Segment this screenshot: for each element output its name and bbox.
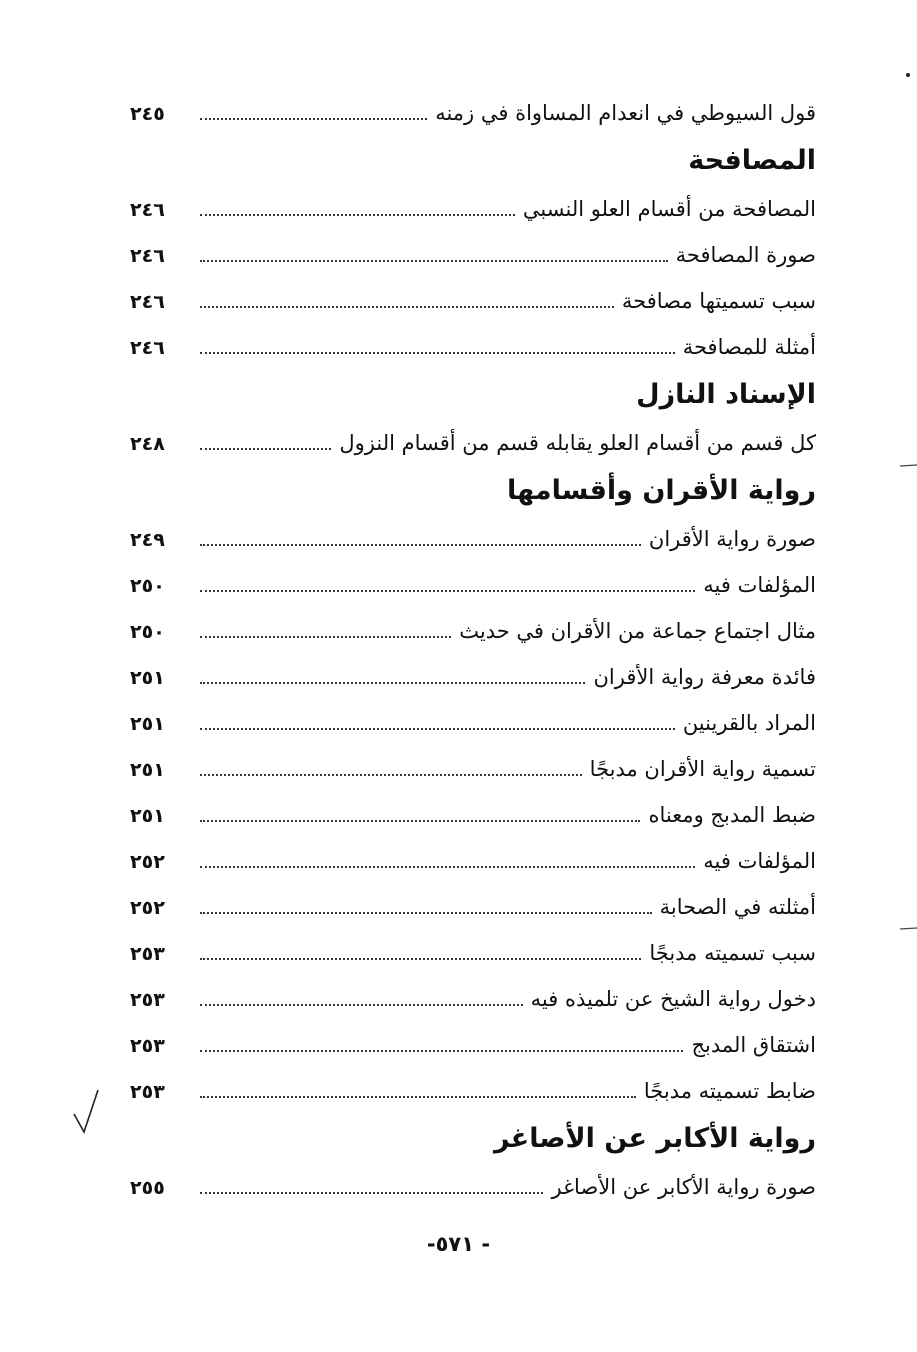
- toc-entry-page: ٢٥٥: [130, 1177, 165, 1199]
- toc-entry: [130, 838, 816, 884]
- toc-entry-title: صورة رواية الأقران: [648, 527, 816, 551]
- toc-entry-title: أمثلته في الصحابة: [659, 895, 816, 919]
- toc-entry: [130, 976, 816, 1022]
- toc-entry: [130, 700, 816, 746]
- toc-entry-title: المؤلفات فيه: [703, 573, 816, 597]
- toc-entry: [130, 232, 816, 278]
- section-heading: رواية الأكابر عن الأصاغر: [494, 1123, 816, 1154]
- dot-leader: [200, 1192, 543, 1194]
- toc-entry-page: ٢٥٣: [130, 943, 165, 965]
- toc-entry-page: ٢٥٢: [130, 851, 165, 873]
- toc-entry-title: صورة رواية الأكابر عن الأصاغر: [551, 1175, 816, 1199]
- dot-leader: [200, 912, 652, 914]
- dot-leader: [200, 118, 427, 120]
- table-of-contents: [130, 90, 816, 1210]
- toc-entry-page: ٢٤٩: [130, 529, 165, 551]
- toc-entry-page: ٢٤٥: [130, 103, 165, 125]
- scan-edge-mark: [900, 462, 917, 470]
- dot-leader: [200, 1050, 683, 1052]
- toc-entry-title: فائدة معرفة رواية الأقران: [593, 665, 816, 689]
- toc-entry-page: ٢٤٦: [130, 291, 165, 313]
- toc-entry-page: ٢٥٣: [130, 1035, 165, 1057]
- toc-entry: [130, 792, 816, 838]
- page-number: - ٥٧١-: [426, 1232, 491, 1256]
- dot-leader: [200, 1096, 636, 1098]
- dot-leader: [200, 682, 585, 684]
- dot-leader: [200, 214, 515, 216]
- toc-entry: [130, 420, 816, 466]
- toc-entry-title: أمثلة للمصافحة: [682, 335, 816, 359]
- toc-entry-page: ٢٤٨: [130, 433, 165, 455]
- toc-entry-title: كل قسم من أقسام العلو يقابله قسم من أقسام النزول: [339, 431, 816, 455]
- toc-entry: [130, 1068, 816, 1114]
- toc-entry: [130, 884, 816, 930]
- section-heading: الإسناد النازل: [636, 379, 816, 410]
- dot-leader: [200, 774, 582, 776]
- toc-entry-page: ٢٥٣: [130, 1081, 165, 1103]
- toc-entry-page: ٢٥٢: [130, 897, 165, 919]
- toc-entry-title: صورة المصافحة: [675, 243, 816, 267]
- dot-leader: [200, 728, 675, 730]
- toc-entry: [130, 516, 816, 562]
- toc-entry-title: ضابط تسميته مدبجًا: [643, 1079, 816, 1103]
- toc-entry: [130, 1164, 816, 1210]
- handwritten-check-mark: [72, 1088, 102, 1138]
- toc-entry: [130, 746, 816, 792]
- toc-entry: [130, 654, 816, 700]
- dot-leader: [200, 590, 695, 592]
- toc-entry-title: المؤلفات فيه: [703, 849, 816, 873]
- toc-entry-title: اشتقاق المدبج: [691, 1033, 816, 1057]
- scan-speck: [905, 72, 911, 78]
- toc-entry: [130, 90, 816, 136]
- toc-entry-page: ٢٥١: [130, 667, 165, 689]
- toc-entry-page: ٢٥٠: [130, 621, 165, 643]
- section-heading: رواية الأقران وأقسامها: [506, 475, 816, 506]
- dot-leader: [200, 820, 640, 822]
- toc-entry-title: المراد بالقرينين: [682, 711, 816, 735]
- toc-entry-title: قول السيوطي في انعدام المساواة في زمنه: [435, 101, 816, 125]
- dot-leader: [200, 448, 331, 450]
- toc-entry-page: ٢٤٦: [130, 337, 165, 359]
- toc-entry-page: ٢٥١: [130, 805, 165, 827]
- dot-leader: [200, 866, 695, 868]
- toc-entry-title: المصافحة من أقسام العلو النسبي: [522, 197, 816, 221]
- dot-leader: [200, 260, 668, 262]
- toc-entry-title: تسمية رواية الأقران مدبجًا: [589, 757, 816, 781]
- dot-leader: [200, 352, 675, 354]
- toc-entry-title: سبب تسميته مدبجًا: [649, 941, 816, 965]
- toc-entry-page: ٢٥١: [130, 759, 165, 781]
- toc-entry-title: سبب تسميتها مصافحة: [621, 289, 816, 313]
- toc-entry-title: ضبط المدبج ومعناه: [648, 803, 816, 827]
- toc-entry-title: مثال اجتماع جماعة من الأقران في حديث: [459, 619, 816, 643]
- toc-entry: [130, 1022, 816, 1068]
- toc-entry: [130, 562, 816, 608]
- scan-edge-mark: [900, 925, 917, 933]
- toc-entry: [130, 278, 816, 324]
- toc-entry: [130, 608, 816, 654]
- toc-entry-page: ٢٥٠: [130, 575, 165, 597]
- dot-leader: [200, 1004, 523, 1006]
- toc-entry: [130, 324, 816, 370]
- toc-entry-page: ٢٤٦: [130, 199, 165, 221]
- toc-entry-page: ٢٥٣: [130, 989, 165, 1011]
- toc-entry-page: ٢٥١: [130, 713, 165, 735]
- dot-leader: [200, 306, 614, 308]
- dot-leader: [200, 958, 641, 960]
- toc-entry-title: دخول رواية الشيخ عن تلميذه فيه: [530, 987, 816, 1011]
- toc-entry: [130, 186, 816, 232]
- toc-entry-page: ٢٤٦: [130, 245, 165, 267]
- toc-entry: [130, 930, 816, 976]
- section-heading: المصافحة: [688, 145, 816, 176]
- dot-leader: [200, 544, 641, 546]
- dot-leader: [200, 636, 451, 638]
